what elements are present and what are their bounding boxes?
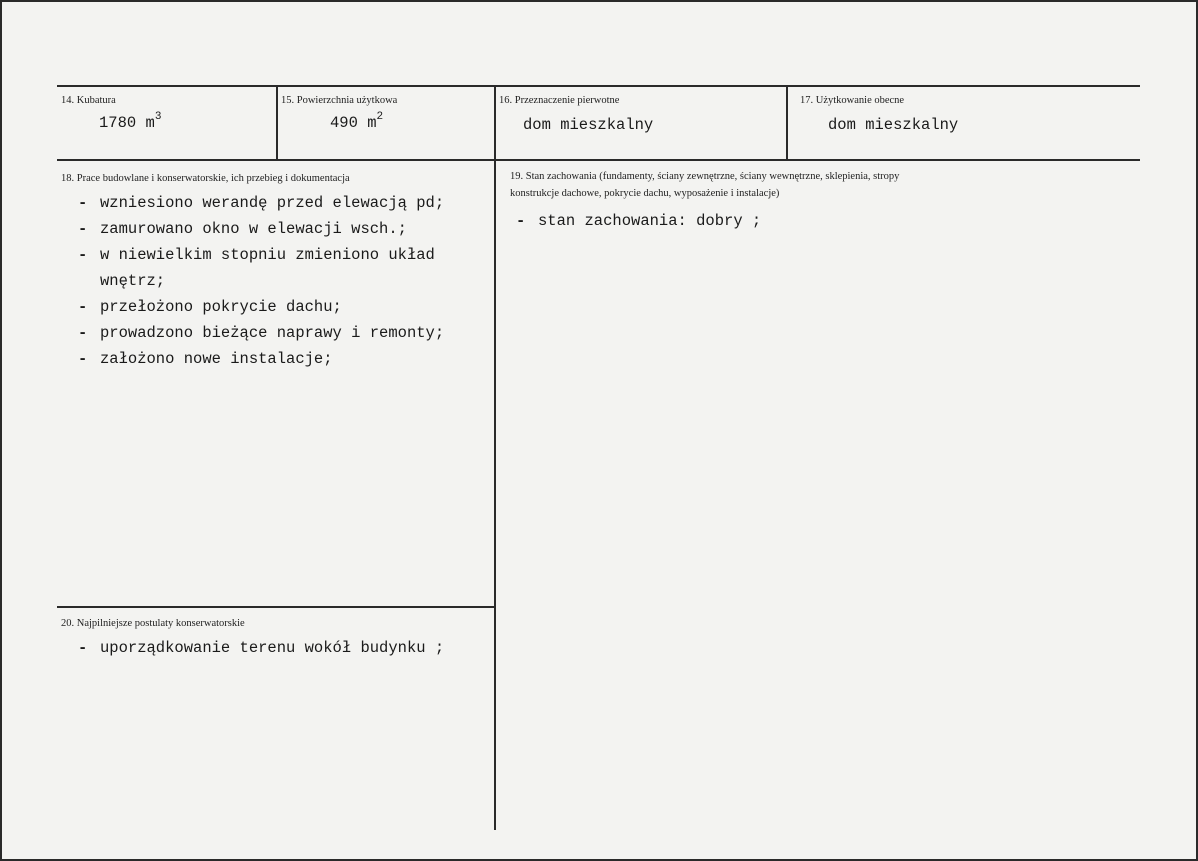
field-18-list — [78, 190, 478, 372]
list-item: - przełożono pokrycie dachu; — [78, 294, 478, 320]
header-bottom-rule — [57, 159, 1140, 161]
field-19-label-line1: 19. Stan zachowania (fundamenty, ściany zewnętrzne, ściany wewnętrzne, sklepienia, stropy — [510, 171, 900, 182]
list-item: - stan zachowania: dobry ; — [516, 208, 1076, 234]
list-item: - wzniesiono werandę przed elewacją pd; — [78, 190, 478, 216]
main-column-divider — [494, 85, 496, 830]
field-16-label: 16. Przeznaczenie pierwotne — [499, 95, 620, 106]
list-item: - uporządkowanie terenu wokół budynku ; — [78, 635, 488, 661]
field-19-label-line2: konstrukcje dachowe, pokrycie dachu, wyposażenie i instalacje) — [510, 188, 780, 199]
field-14-label: 14. Kubatura — [61, 95, 116, 106]
field-20-top-rule — [57, 606, 494, 608]
field-15-unit-exponent: 2 — [376, 111, 384, 123]
field-14-text: 1780 m — [99, 114, 155, 132]
field-19-list — [516, 208, 1076, 234]
divider-14-15 — [276, 85, 278, 161]
field-20-list — [78, 635, 488, 661]
field-14-unit-exponent: 3 — [154, 111, 162, 123]
list-item: - założono nowe instalacje; — [78, 346, 478, 372]
list-item: - zamurowano okno w elewacji wsch.; — [78, 216, 478, 242]
list-item: - w niewielkim stopniu zmieniono układ wnętrz; — [78, 242, 475, 294]
field-18-label: 18. Prace budowlane i konserwatorskie, ich przebieg i dokumentacja — [61, 173, 350, 184]
field-15-value — [330, 111, 384, 132]
field-14-value — [99, 111, 162, 132]
field-20-label: 20. Najpilniejsze postulaty konserwatorskie — [61, 618, 245, 629]
list-item: - prowadzono bieżące naprawy i remonty; — [78, 320, 478, 346]
divider-16-17 — [786, 85, 788, 161]
top-rule — [57, 85, 1140, 87]
field-17-value: dom mieszkalny — [828, 116, 959, 134]
field-15-text: 490 m — [330, 114, 377, 132]
field-15-label: 15. Powierzchnia użytkowa — [281, 95, 398, 106]
field-17-label: 17. Użytkowanie obecne — [800, 95, 905, 106]
field-16-value: dom mieszkalny — [523, 116, 654, 134]
